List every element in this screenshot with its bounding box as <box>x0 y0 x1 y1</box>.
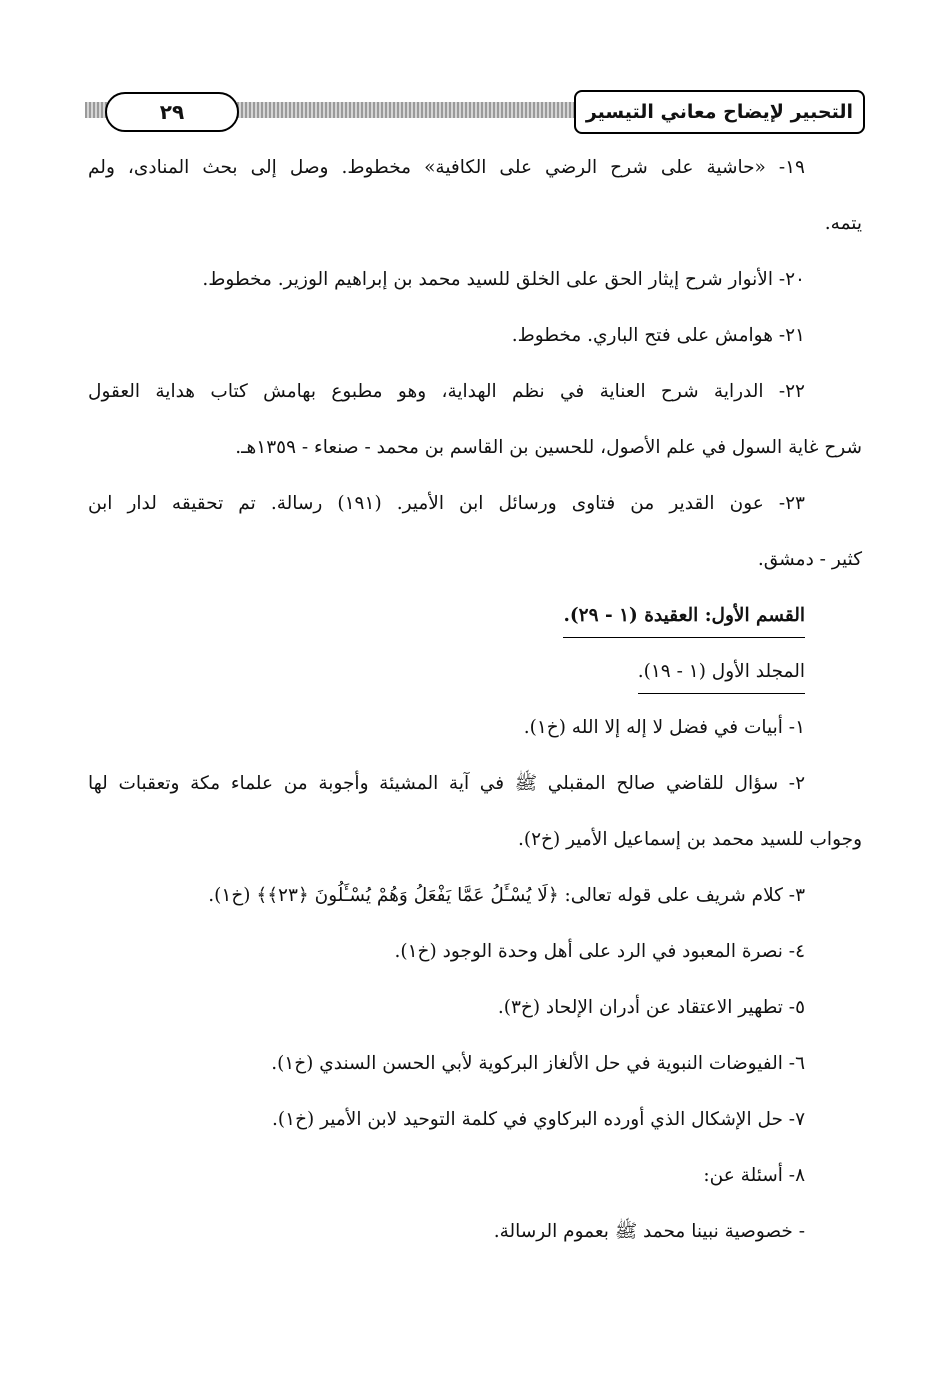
list-item: ٢٠- الأنوار شرح إيثار الحق على الخلق للسيد محمد بن إبراهيم الوزير. مخطوط. <box>202 269 805 290</box>
section-heading: القسم الأول: العقيدة (١ - ٢٩). <box>563 599 805 638</box>
list-subitem: - خصوصية نبينا محمد ﷺ بعموم الرسالة. <box>493 1221 805 1242</box>
volume-heading: المجلد الأول (١ - ١٩). <box>638 655 805 694</box>
volume-heading-wrap <box>88 644 862 700</box>
list-item: ٢- سؤال للقاضي صالح المقبلي ﷺ في آية المشيئة وأجوبة من علماء مكة وتعقبات لها <box>88 773 805 794</box>
list-item-continuation: يتمه. <box>824 213 862 234</box>
book-title: التحبير لإيضاح معاني التيسير <box>574 90 865 134</box>
list-item: ١- أبيات في فضل لا إله إلا الله (خ١). <box>523 717 805 738</box>
list-item: ٦- الفيوضات النبوية في حل الألغاز البركوية لأبي الحسن السندي (خ١). <box>271 1053 805 1074</box>
page-number: ٢٩ <box>105 92 239 132</box>
list-item-continuation: وجواب للسيد محمد بن إسماعيل الأمير (خ٢). <box>517 829 862 850</box>
page-body <box>88 140 862 1260</box>
list-item-continuation: كثير - دمشق. <box>757 549 862 570</box>
list-item: ٢٢- الدراية شرح العناية في نظم الهداية، وهو مطبوع بهامش كتاب هداية العقول <box>88 381 805 402</box>
list-item: ٣- كلام شريف على قوله تعالى: ﴿لَا يُسْـَٔلُ عَمَّا يَفْعَلُ وَهُمْ يُسْـَٔلُونَ ﴿٢٣﴾﴾ (خ١). <box>208 885 805 906</box>
section-heading-wrap <box>88 588 862 644</box>
list-item: ٨- أسئلة عن: <box>703 1165 805 1186</box>
list-item: ٤- نصرة المعبود في الرد على أهل وحدة الوجود (خ١). <box>394 941 805 962</box>
list-item: ٢١- هوامش على فتح الباري. مخطوط. <box>511 325 805 346</box>
list-item: ٥- تطهير الاعتقاد عن أدران الإلحاد (خ٣). <box>497 997 805 1018</box>
list-item: ٧- حل الإشكال الذي أورده البركاوي في كلمة التوحيد لابن الأمير (خ١). <box>272 1109 805 1130</box>
page-header <box>85 90 865 132</box>
list-item: ١٩- «حاشية على شرح الرضي على الكافية» مخطوط. وصل إلى بحث المنادى، ولم <box>88 157 805 178</box>
list-item-continuation: شرح غاية السول في علم الأصول، للحسين بن القاسم بن محمد - صنعاء - ١٣٥٩هـ. <box>235 437 862 458</box>
list-item: ٢٣- عون القدير من فتاوى ورسائل ابن الأمير. (١٩١) رسالة. تم تحقيقه لدار ابن <box>88 493 805 514</box>
